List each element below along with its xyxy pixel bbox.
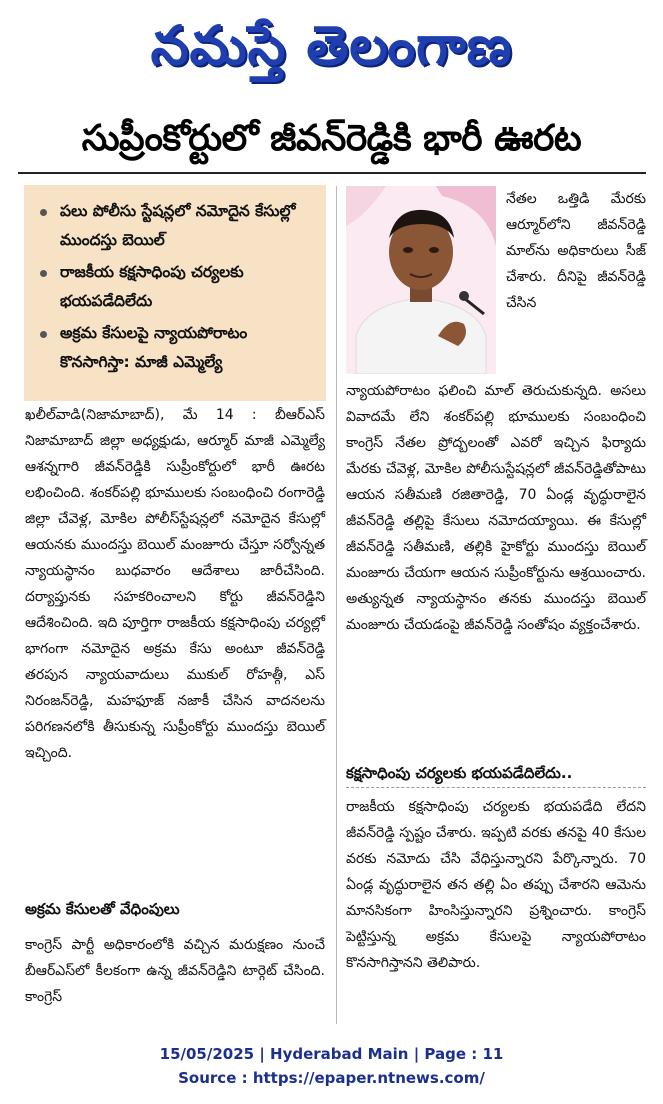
article-right-lower: [346, 794, 646, 976]
left-subheading: అక్రమ కేసులతో వేధింపులు: [25, 900, 180, 918]
bullet-icon: [40, 331, 47, 338]
article-paragraph: కాంగ్రెస్ పార్టీ అధికారంలోకి వచ్చిన మరుక్షణం నుంచే బీఆర్‌ఎస్‌లో కీలకంగా ఉన్న జీవన్‌రెడ్డిని టార్గెట్ చేసింది. కాంగ్రెస్: [25, 937, 325, 1005]
article-paragraph: నేతల ఒత్తిడి మేరకు ఆర్మూర్‌లోని జీవన్‌రెడ్డి మాల్‌ను అధికారులు సీజ్ చేశారు. దీనిపై జీవన్‌రెడ్డి చేసిన: [506, 191, 646, 311]
bullet-icon: [40, 270, 47, 277]
right-subheading: కక్షసాధింపు చర్యలకు భయపడేదిలేదు..: [346, 764, 573, 782]
article-left-column: [25, 402, 325, 766]
headline: సుప్రీంకోర్టులో జీవన్‌రెడ్డికి భారీ ఊరట: [81, 118, 582, 159]
highlight-text: రాజకీయ కక్షసాధింపు చర్యలకు భయపడేదిలేదు: [60, 263, 244, 310]
column-separator: [336, 186, 337, 1024]
article-paragraph: న్యాయపోరాటం ఫలించి మాల్ తెరుచుకున్నది. అసలు వివాదమే లేని శంకర్‌పల్లి భూములకు సంబంధించి కాంగ్రెస్ నేతల ప్రోద్బలంతో ఎవరో ఇచ్చిన ఫిర్యాదు మేరకు చేవెళ్ల, మోకిల పోలీసుస్టేషన్లలో జీవన్‌రెడ్డితోపాటు ఆయన సతీమణి రజితారెడ్డి, 70 ఏండ్ల వృద్ధురాలైన జీవన్‌రెడ్డి తల్లిపై కేసులు నమోదయ్యాయి. ఈ కేసుల్లో జీవన్‌రెడ్డి సతీమణి, తల్లికి హైకోర్టు ముందస్తు బెయిల్ మంజూరు చేయగా ఆయన సుప్రీంకోర్టును ఆశ్రయించారు. అత్యున్నత న్యాయస్థానం తనకు ముందస్తు బెయిల్ మంజూరు చేయడంపై జీవన్‌రెడ్డి సంతోషం వ్యక్తంచేశారు.: [346, 383, 646, 633]
article-left-column-continued: [25, 932, 325, 1010]
article-photo: [346, 186, 496, 374]
highlight-text: పలు పోలీసు స్టేషన్లలో నమోదైన కేసుల్లో ముందస్తు బెయిల్: [60, 202, 296, 249]
section-divider: [346, 787, 646, 789]
highlight-item: [38, 319, 314, 377]
newspaper-logo: నమస్తే తెలంగాణ: [150, 14, 513, 77]
article-paragraph: ఖలీల్‌వాడి(నిజామాబాద్), మే 14 : బీఆర్‌ఎస్ నిజామాబాద్ జిల్లా అధ్యక్షుడు, ఆర్మూర్ మాజీ ఎమ్మెల్యే ఆశన్నగారి జీవన్‌రెడ్డికి సుప్రీంకోర్టులో భారీ ఊరట లభించింది. శంకర్‌పల్లి భూములకు సంబంధించి రంగారెడ్డి జిల్లా చేవెళ్ల, మోకిల పోలీస్‌స్టేషన్లలో నమోదైన కేసుల్లో ఆయనకు ముందస్తు బెయిల్ మంజూరు చేస్తూ సర్వోన్నత న్యాయస్థానం బుధవారం ఆదేశాలు జారీచేసింది. దర్యాప్తునకు సహకరించాలని కోర్టు జీవన్‌రెడ్డిని ఆదేశించింది. ఇది పూర్తిగా రాజకీయ కక్షసాధింపు చర్యల్లో భాగంగా నమోదైన అక్రమ కేసు అంటూ జీవన్‌రెడ్డి తరపున న్యాయవాదులు ముకుల్ రోహత్గీ, ఎస్ నిరంజన్‌రెడ్డి, మహఫూజ్ నజాకీ చేసిన వాదనలను పరిగణనలోకి తీసుకున్న సుప్రీంకోర్టు ముందస్తు బెయిల్ ఇచ్చింది.: [25, 407, 325, 761]
headline-rule: [18, 172, 646, 174]
highlights-box: [24, 185, 326, 401]
bullet-icon: [40, 209, 47, 216]
highlight-item: [38, 197, 314, 255]
highlight-text: అక్రమ కేసులపై న్యాయపోరాటం కొనసాగిస్తా: మాజీ ఎమ్మెల్యే: [60, 324, 248, 371]
masthead: [0, 0, 663, 96]
page-footer: [0, 1042, 663, 1090]
source-link[interactable]: Source : https://epaper.ntnews.com/: [178, 1069, 485, 1087]
article-right-column: [346, 378, 646, 638]
portrait-illustration: [346, 186, 496, 374]
highlight-item: [38, 258, 314, 316]
article-right-top: [506, 186, 646, 316]
edition-info: 15/05/2025 | Hyderabad Main | Page : 11: [159, 1045, 504, 1063]
article-paragraph: రాజకీయ కక్షసాధింపు చర్యలకు భయపడేది లేదని జీవన్‌రెడ్డి స్పష్టం చేశారు. ఇప్పటి వరకు తనపై 40 కేసుల వరకు నమోదు చేసి వేధిస్తున్నారని పేర్కొన్నారు. 70 ఏండ్ల వృద్ధురాలైన తన తల్లి ఏం తప్పు చేశారని ఆమెను మానసికంగా హింసిస్తున్నారని ప్రశ్నించారు. కాంగ్రెస్ పెట్టిస్తున్న అక్రమ కేసులపై న్యాయపోరాటం కొనసాగిస్తానని తెలిపారు.: [346, 799, 646, 971]
